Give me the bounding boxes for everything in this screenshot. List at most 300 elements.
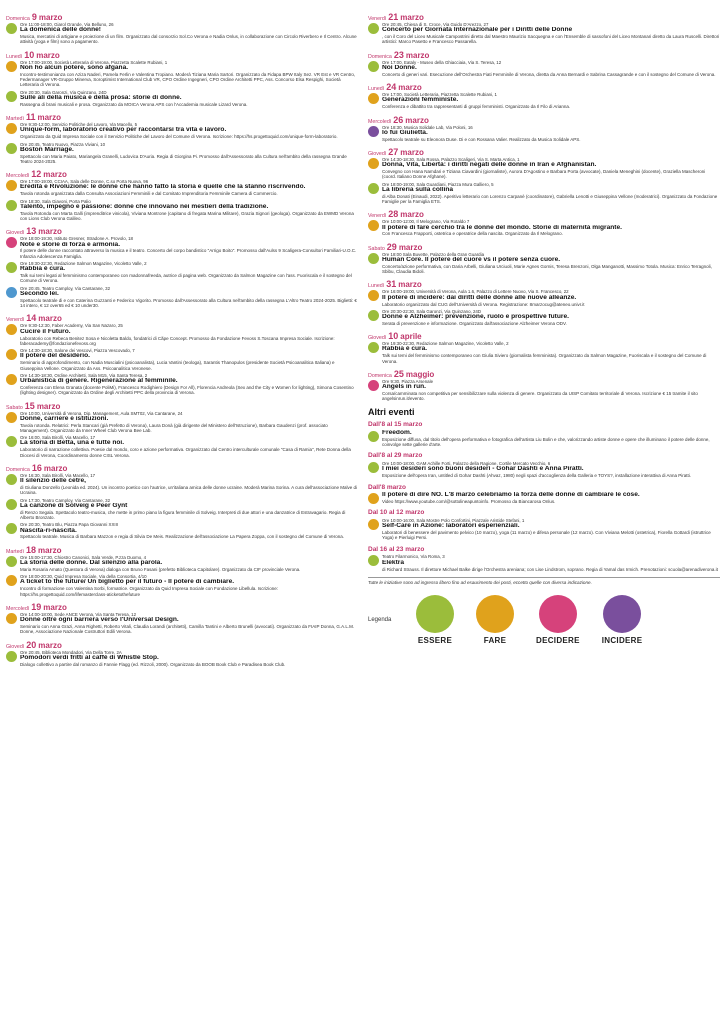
pink-category-icon <box>368 380 379 391</box>
decidere-icon <box>539 595 577 633</box>
event-description: Tavola Rotonda con Marta Galli (imprenditrice vinicola), Viviana Montrone (capitano di fregata Marina Militare), Grazia Signori (geologa). Organizzato da EWMD Verona con Lions Club Verona Galileo. <box>20 210 354 222</box>
green-category-icon <box>6 143 17 154</box>
event-body <box>382 379 720 402</box>
event-title: Donne, carriere e istituzioni. <box>20 415 109 422</box>
event-item <box>368 289 720 306</box>
day-block <box>6 169 358 221</box>
event-body <box>382 92 720 109</box>
event-meta: Ore 16:00, Sala Birolli, Via Macello, 17 <box>20 435 96 441</box>
month-label: marzo <box>43 170 67 180</box>
event-description: di Richard Strauss. Il direttore Michael Balke dirige l'Orchestra areniana; con Lise Lindstrom, soprano. Regia di Yamal das Irmich. Prenotazioni: scuola@arenadiverona.it <box>382 566 718 572</box>
month-label: marzo <box>405 115 429 125</box>
green-category-icon <box>368 462 379 473</box>
event-body <box>382 219 720 236</box>
event-item <box>6 179 358 196</box>
event-body <box>382 22 720 45</box>
day-heading <box>6 602 358 611</box>
footnote: Tutte le iniziative sono ad ingresso libero fino ad esaurimento dei posti, eccetto quelle con diversa indicazione. <box>368 577 720 585</box>
event-description: Rassegna di brani musicali e prosa. Organizzato da MOICA Verona APS con l'Accademia musicale Lizard Verona. <box>20 101 248 107</box>
date-range: Dal 16 al 23 marzo <box>368 545 425 553</box>
green-category-icon <box>368 253 379 264</box>
event-description: di Alba Donati (Einaudi, 2022). Aperitivo letterario con Lorenzo Carpanè (coordinatore), Gabriella Lenotti e Giuseppina Vellone (moderatrici). Organizzato da Fondazione Famiglie per la Famiglia ETS. <box>382 193 718 205</box>
month-label: marzo <box>38 314 62 324</box>
event-body <box>382 289 720 306</box>
event-description: Laboratorio con Rebeca Benitez Sosa e Nicoletta Baldo, fondatrici di Cãpe Concept. Promosso da Fondazione Fevoss S.Toscana Impresa Sociale. Iscrizione: faberacademy@fondazionefevoss.org <box>20 335 335 346</box>
event-meta: Ore 10:00-16:00, Sala Mostre Polo Confortini, Piazzale Aristide Stefani, 1 <box>382 518 525 524</box>
event-meta: Ore 17:30, Teatro Camploy, Via Cantarane, 32 <box>20 497 111 503</box>
day-number: 20 <box>26 639 37 650</box>
event-body <box>382 125 720 142</box>
pink-category-icon <box>6 237 17 248</box>
yellow-category-icon <box>6 180 17 191</box>
day-number: 26 <box>393 114 404 125</box>
month-label: marzo <box>398 83 422 93</box>
green-category-icon <box>6 436 17 447</box>
day-block <box>6 545 358 597</box>
event-description: Concerto di generi vari. Esecuzione dell'Orchestra Fiati Femminile di Verona, diretta da Anna Bernardi e Sabrina Cassagrande e con il sostegno del Comune di Verona. <box>382 71 716 77</box>
weekday-label: Domenica <box>368 53 392 60</box>
day-heading <box>6 640 358 649</box>
yellow-category-icon <box>368 220 379 231</box>
event-title: Urbanistica di genere. Rigenerazione al femminile. <box>20 378 178 385</box>
month-label: marzo <box>38 227 62 237</box>
event-body <box>382 309 720 326</box>
event-meta: Teatro Filarmonico, Via Roma, 3 <box>382 554 445 560</box>
event-title: I miei desideri sono buoni desideri - Gohar Dashti e Anna Piratti. <box>382 466 584 473</box>
event-body <box>20 22 358 45</box>
day-block <box>368 50 720 77</box>
yellow-category-icon <box>368 493 379 504</box>
month-label: marzo <box>400 13 424 22</box>
legend-item <box>476 595 514 645</box>
event-description: Tavola rotonda. Relatrici: Perla Stancari (già Prefetto di Verona), Laura Donà (già dirigente del Ministero dell'Istruzione), Barbara Gaudenzi (prof. associato Management). Organizzato da Inner Wheel Club Verona Bee Lab. <box>20 422 328 433</box>
event-meta: Ore 9:30, Piazza Arsenale <box>382 378 434 384</box>
day-number: 25 <box>393 368 404 379</box>
event-item <box>6 473 358 496</box>
weekday-label: Sabato <box>368 245 385 252</box>
day-heading <box>6 50 358 59</box>
event-meta: Ore 18:00 Sala Buvette, Palazzo della Gran Guardia <box>382 251 485 257</box>
green-category-icon <box>368 342 379 353</box>
yellow-category-icon <box>6 374 17 385</box>
event-title: Human Core. Il potere del cuore vs il potere senza cuore. <box>382 256 561 263</box>
event-description: Con Francesca Frapporti, ostetrica e operatrice della nascita. Organizzato da Il Melograno. <box>382 231 563 237</box>
day-number: 21 <box>388 12 399 22</box>
legend-label: FARE <box>483 636 507 646</box>
event-title: Rabbia è cura. <box>382 346 428 353</box>
day-block <box>368 369 720 402</box>
green-category-icon <box>6 262 17 273</box>
event-title: Donne oltre ogni barriera verso l'Universal Design. <box>20 617 179 624</box>
event-description: Organizzato da Quid Impresa Sociale con il Servizio Politiche del Lavoro del Comune di Verona. Iscrizione: https://hs.progettoquid.com/unique-form-laboratorio. <box>20 134 338 140</box>
green-category-icon <box>6 23 17 34</box>
day-heading <box>368 369 720 378</box>
event-meta: Ore 10:00, Università di Verona, Dip. Management, Aula SMT02, Via Cantarane, 24 <box>20 410 183 416</box>
day-block <box>6 12 358 45</box>
event-title: Rabbia è cura. <box>20 266 66 273</box>
day-heading <box>6 463 358 472</box>
event-meta: Ore 17:00-19:00, Società Letteraria di Verona, Piazzetta Scalette Rubiani, 1 <box>20 59 168 65</box>
weekday-label: Mercoledì <box>6 605 30 612</box>
event-description: Incontro di formazione con Valentina Sorbi, formatrice. Organizzato da Quid Impresa Sociale con Fondazione Libellula. Iscrizione: https://hs.progettoquid.com/lifemasterclass-aticketothefuture <box>20 586 279 597</box>
event-title: Cucire il Futuro. <box>20 328 71 335</box>
month-label: marzo <box>398 242 423 252</box>
date-range: Dal 10 al 12 marzo <box>368 509 425 517</box>
yellow-category-icon <box>368 290 379 301</box>
month-label: marzo <box>37 545 62 555</box>
yellow-category-icon <box>368 158 379 169</box>
event-meta: Ore 15:00-17:30, Chiostro Canonici, Sala Verde, P.zza Duomo, 4 <box>20 554 147 560</box>
altri-event-block <box>368 421 720 447</box>
event-meta: Ore 20:45, Teatro Camploy, Via Cantarane, 32 <box>20 285 111 291</box>
event-title: Freedom. <box>382 429 412 436</box>
event-description: Talk sui temi del femminismo contemporaneo con Giulia Siviero (giornalista femminista). Organizzato da Salmon Magazine, Fuoriscala e il sostegno del Comune di Verona. <box>382 353 707 364</box>
incidere-icon <box>603 595 641 633</box>
event-description: Laboratorio organizzato dal CUG dell'Università di Verona. Registrazione: 8marzocug@ateneo.univr.it <box>382 301 585 307</box>
day-number: 13 <box>26 226 37 237</box>
weekday-label: Domenica <box>6 16 30 22</box>
altri-event-block <box>368 452 720 478</box>
yellow-category-icon <box>6 575 17 586</box>
day-number: 24 <box>386 82 397 93</box>
event-item <box>6 199 358 222</box>
event-item <box>6 574 358 597</box>
event-body <box>20 348 358 371</box>
event-item <box>368 518 720 541</box>
yellow-category-icon <box>6 613 17 624</box>
event-body <box>382 182 720 205</box>
event-meta: Ore 14:30-18:30, Salone dei Vescovi, Piazza Vescovado, 7 <box>20 348 135 354</box>
right-days <box>368 12 720 402</box>
day-block <box>6 640 358 667</box>
event-title: Sulle ali della musica e della prosa: storie di donne. <box>20 94 182 101</box>
event-body <box>382 461 720 478</box>
event-body <box>20 435 358 458</box>
event-title: Pomodori verdi fritti al caffè di Whistle Stop. <box>20 654 159 661</box>
month-label: marzo <box>37 113 62 123</box>
green-category-icon <box>6 556 17 567</box>
event-body <box>20 179 358 196</box>
right-column <box>368 12 720 646</box>
event-meta: Ore 19:30-22:30, Redazione Salmon Magazine, Vicoletto Valle, 2 <box>20 261 147 267</box>
event-item <box>368 430 720 448</box>
event-title: La libreria sulla collina <box>382 186 454 193</box>
green-category-icon <box>6 200 17 211</box>
green-category-icon <box>6 91 17 102</box>
fare-icon <box>476 595 514 633</box>
event-item <box>368 125 720 142</box>
month-label: marzo <box>400 210 424 220</box>
event-item <box>6 373 358 396</box>
event-title: Il silenzio delle cetre, <box>20 478 86 485</box>
month-label: marzo <box>398 280 422 290</box>
day-block <box>6 50 358 107</box>
event-description: Spettacolo teatrale. Musica di Barbara Mazzon e regia di Silvia De Meis. Realizzazione dell'associazione La Papera Zoppa, con il sostegno del Comune di Verona. <box>20 534 345 540</box>
altri-eventi-list <box>368 421 720 572</box>
day-block <box>6 463 358 540</box>
event-title: Talento, impegno e passione: donne che innovano nei mestieri della tradizione. <box>20 203 269 210</box>
day-number: 23 <box>393 49 404 60</box>
weekday-label: Martedì <box>6 548 24 555</box>
day-heading <box>6 12 358 21</box>
weekday-label: Mercoledì <box>368 118 392 125</box>
event-body <box>20 373 358 396</box>
green-category-icon <box>368 431 379 442</box>
weekday-label: Venerdì <box>368 16 387 22</box>
month-label: marzo <box>38 13 63 22</box>
day-heading <box>368 50 720 59</box>
day-heading <box>6 545 358 554</box>
event-item <box>368 182 720 205</box>
day-number: 16 <box>31 462 42 473</box>
event-title: Boston Marriage. <box>20 146 74 153</box>
event-meta: Ore 20:30, Teatro Blu, Piazza Papa Giovanni XXIII <box>20 522 119 528</box>
event-body <box>382 492 720 504</box>
day-block <box>6 602 358 635</box>
month-label: marzo <box>36 401 61 411</box>
day-block <box>368 82 720 109</box>
month-label: marzo <box>43 602 67 612</box>
weekday-label: Venerdì <box>368 213 387 220</box>
day-block <box>6 112 358 164</box>
event-meta: Ore 17:00-19:00, CCIAA, Sala delle Donne, C.so Porta Nuova, 96 <box>20 179 149 185</box>
event-title: Concerto per Giornata Internazionale per i Diritti delle Donne <box>382 27 573 34</box>
event-item <box>368 309 720 326</box>
event-meta: Ore 9:30-12:30, Faber Academy, Via San Nazaro, 25 <box>20 323 123 329</box>
day-number: 19 <box>31 601 42 612</box>
yellow-category-icon <box>6 349 17 360</box>
event-body <box>20 522 358 539</box>
event-title: Note e storie di forza e armonia. <box>20 241 121 248</box>
event-meta: Ore 18:00-19:00, Sala Guardiani, Piazza Mura Galliero, 5 <box>382 181 494 187</box>
program-page <box>6 12 718 1016</box>
event-item <box>6 348 358 371</box>
day-block <box>6 313 358 395</box>
event-title: Donne e Alzheimer: prevenzione, ruolo e prospettive future. <box>382 314 569 321</box>
event-title: Angels in run. <box>382 384 426 391</box>
weekday-label: Domenica <box>368 372 392 379</box>
weekday-label: Lunedì <box>368 283 385 290</box>
event-item <box>6 261 358 284</box>
day-block <box>368 279 720 326</box>
weekday-label: Lunedì <box>6 53 23 60</box>
event-item <box>368 252 720 275</box>
event-title: Il potere di dire NO. L'8 marzo celebriamo la forza delle donne di cambiare le cose. <box>382 492 640 499</box>
event-description: Seminario con Anna Grazi, Anna Righetti, Roberto Vitali, Claudia Lorandi (architetti), Camilla Tantini e Alberto Brunelli (avvocati). Organizzato da FIAIP Donna, G.A.L.M. Donne, Associazione Nazionale Costruttori Edili Verona. <box>20 623 355 635</box>
weekday-label: Venerdì <box>6 317 25 324</box>
event-body <box>382 252 720 275</box>
event-item <box>368 22 720 45</box>
event-meta: Ore 16:30, Sala Birolli, Via Macello, 17 <box>20 472 96 478</box>
event-body <box>382 430 720 448</box>
day-heading <box>6 169 358 178</box>
yellow-category-icon <box>6 412 17 423</box>
event-description: Musica, mercatini di artigiane e proiezione di un film. Organizzato dal consorzio Sol.Co Verona e Nadia Onlus, in collaborazione con Circolo Riverbero e Il Centro. Alcune attività (yoga e film) sono a pagamento. <box>20 34 357 45</box>
event-body <box>20 261 358 284</box>
event-item <box>6 612 358 635</box>
weekday-label: Giovedì <box>6 643 25 650</box>
event-description: Tavola rotonda organizzata dalla Consulta Associazioni Femminili e dal Comitato Imprenditoria Femminile Camera di Commercio. <box>20 191 278 197</box>
weekday-label: Domenica <box>6 466 30 473</box>
day-number: 14 <box>26 313 37 324</box>
green-category-icon <box>6 651 17 662</box>
event-meta: Ore 11:00-18:00, Giarol Grande, Via Belluno, 26 <box>20 22 114 27</box>
event-meta: Ore 18:30, Musica Solidale Lab, Via Poloni, 16 <box>382 124 473 130</box>
event-item <box>368 492 720 504</box>
weekday-label: Giovedì <box>6 230 25 237</box>
day-heading <box>6 313 358 322</box>
event-body <box>20 411 358 434</box>
event-title: Non ho alcun potere, sono afgana. <box>20 64 129 71</box>
month-label: marzo <box>38 640 62 650</box>
essere-icon <box>416 595 454 633</box>
altri-event-block <box>368 484 720 505</box>
month-label: marzo <box>405 50 430 60</box>
green-category-icon <box>368 61 379 72</box>
event-meta: Ore 18:00-19:30, Istituto Gresner, Stradone A. Provolo, 18 <box>20 236 134 242</box>
day-number: 10 <box>388 331 399 342</box>
day-number: 29 <box>386 241 397 252</box>
event-title: Noi Donne. <box>382 64 417 71</box>
month-label: aprile <box>400 332 422 342</box>
event-body <box>20 650 358 667</box>
event-meta: Ore 9:30-12:00, Servizio Politiche del Lavoro, Via Macello, 5 <box>20 122 138 128</box>
event-title: Donna, Vita, Libertà: i diritti negati delle donne in Iran e Afghanistan. <box>382 162 597 169</box>
event-title: La storia delle donne. Dal silenzio alla parola. <box>20 559 163 566</box>
weekday-label: Giovedì <box>368 335 387 342</box>
event-description: Video https://www.youtube.com/@sottolineapuntoinfo. Promosso da Biancarosa Onlus. <box>382 499 556 505</box>
altri-eventi-title: Altri eventi <box>368 406 415 417</box>
event-title: Il potere di fare cerchio tra le donne del mondo. Storie di maternità migrante. <box>382 224 622 231</box>
altri-event-block <box>368 509 720 540</box>
event-description: Maria Rosaria Amato (Questora di Verona) dialoga con Bruno Fasani (prefetto Biblioteca Capitolare). Organizzato da CIF provinciale Verona. <box>20 566 301 572</box>
event-description: Spettacolo con Maria Paiato, Mariangela Granelli, Ludovica D'Auria. Regia di Giorgina Pi. Promosso dall'Assessorato alla Cultura nell'ambito della rassegna Grande Teatro 2024-2025. <box>20 153 347 164</box>
event-title: Elektra <box>382 559 404 566</box>
event-item <box>6 555 358 572</box>
event-body <box>20 323 358 346</box>
event-meta: Ore 10:00-18:00, GAM Achille Forti, Palazzo della Ragione, Cortile Mercato Vecchio, 6 <box>382 461 551 467</box>
event-meta: Ore 14:00-18:00, Sede ANCE Verona, Via Santa Teresa, 12 <box>20 611 137 617</box>
weekday-label: Sabato <box>6 404 23 411</box>
yellow-category-icon <box>6 123 17 134</box>
day-block <box>6 226 358 308</box>
day-number: 31 <box>386 279 397 290</box>
event-description: Corsa/camminata non competitiva per sensibilizzare sulla violenza di genere. Organizzato da UISP Comitato territoriale di Verona. Iscrizione € 15 tramite il sito angelsinrun.it/evento. <box>382 391 698 402</box>
event-meta: Ore 17:00, Eataly - Museo della Ghiacciaia, Via S. Teresa, 12 <box>382 59 502 65</box>
event-meta: Ore 19:30-22:30, Redazione Salmon Magazine, Vicoletto Valle, 2 <box>382 341 509 347</box>
date-range: Dall'8 al 29 marzo <box>368 452 423 460</box>
event-meta: Ore 18:30, Sala Giavoni, Porta Palio <box>20 198 91 204</box>
day-heading <box>6 112 358 121</box>
event-description: Esposizione dell'opera Iran, untitled di Gohar Dashti (Ahvaz, 1980) negli spazi d'accoglienza della Galleria e TOYS?, installazione interattiva di Anna Piratti. <box>382 473 691 479</box>
event-item <box>368 341 720 364</box>
event-description: Laboratori di benessere del pavimento pelvico (10 marzo), yoga (11 marzo) e difesa personale (12 marzo). Con Viviana Melotti (ostetrica), Fiorella Gottardi (istruttrice Yoga) e Pierluigi Persi. <box>382 530 711 541</box>
day-heading <box>368 82 720 91</box>
day-number: 28 <box>388 209 399 220</box>
event-title: Eredità e Rivoluzione: le donne che hanno fatto la storia e quelle che la stanno riscrivendo. <box>20 184 306 191</box>
event-meta: Ore 20:45, Biblioteca Mondadori, Via Della Torre, 2A <box>20 649 122 655</box>
event-description: Concerto/azione performativa, con Daria Arbelli, Giuliana Urciuoli, Marie Agnes Gornis, Teresa Brenzoni, Olga Manganotti, Massimo Totola. Musica: Enrico Terragnoli, Sbibu, Claudia Bidoli. <box>382 263 712 275</box>
event-meta: Ore 17:00, Società Letteraria, Piazzetta Scalette Rubiani, 1 <box>382 92 497 98</box>
event-description: Laboratorio di narrazione collettiva. Poesie dal mondo, coro e azione performativa. Organizzato dal Centro interculturale comunale "Casa di Ramia", Rete Donna della Diocesi di Verona, Coordinamento donne CISL Verona. <box>20 447 351 458</box>
event-meta: Ore 20:45, Chiesa di S. Croce, Via Guido D'Arezzo, 27 <box>382 22 489 27</box>
legend-item <box>536 595 580 645</box>
event-title: La domenica delle donne! <box>20 27 101 34</box>
event-body <box>20 90 358 107</box>
event-body <box>382 518 720 541</box>
day-number: 9 <box>31 12 37 22</box>
event-description: Talk sui temi legati al femminismo contemporaneo con madonnafreeda, autrice di pagina web. Organizzato da Salmon Magazine con l'ass. Fuoriscala e il sostegno del Comune di Verona. <box>20 273 352 284</box>
day-block <box>368 209 720 236</box>
day-heading <box>368 242 720 251</box>
left-column <box>6 12 358 672</box>
event-description: di Giuliana Donzello (Leonida ed. 2024). Un incontro poetico con l'autrice, un'italiana amica delle donne ucraine. Moderà Marina Sorina. A cura dell'associazione Malve di Ucraina. <box>20 485 358 496</box>
event-title: La canzone di Solveig e Peer Gynt <box>20 502 128 509</box>
event-meta: Ore 20:45, Teatro Nuovo, Piazza Viviani, 10 <box>20 141 106 147</box>
event-body <box>20 199 358 222</box>
event-item <box>6 22 358 45</box>
event-description: Conferenza e dibattito tra rappresentanti di gruppi femministi. Organizzato da Il Filo di Arianna. <box>382 104 571 110</box>
green-category-icon <box>368 555 379 566</box>
day-number: 15 <box>24 400 35 411</box>
month-label: marzo <box>400 147 424 157</box>
event-description: Conferenza con Elena Granata (docente PoliMi), Francesco Rodighiero (Design For All), Florencia Andreola (Sex and the City e Women for lighting), Simona Cosentino (lighting designer). Organizzato da Ordine degli Architetti PPC della provincia di Verona. <box>20 384 354 396</box>
day-block <box>368 331 720 364</box>
legend-label: DECIDERE <box>536 636 580 646</box>
event-body <box>382 341 720 364</box>
event-body <box>382 60 720 77</box>
event-body <box>20 473 358 496</box>
legend <box>368 595 720 645</box>
event-description: Il potere delle donne raccontato attraverso la musica e il teatro. Concerto del corpo bandistico "Arrigo Boito". Promosso dall'Aulss 9 Scaligera-Consultori Familiari-U.O.C. Infanzia Adolescenza Famiglia. <box>20 248 357 259</box>
event-description: Dialogo collettivo a partire dal romanzo di Fannie Flagg (ed. Rizzoli, 2000). Organizzato da BOOB Book Club e Paradisea Book Club. <box>20 661 286 667</box>
event-item <box>6 522 358 539</box>
event-title: Self-Care in Azione: laboratori esperienziali. <box>382 523 520 530</box>
event-title: A ticket to the future/ Un biglietto per il futuro - Il potere di cambiare. <box>20 579 235 586</box>
event-body <box>20 574 358 597</box>
event-meta: Ore 14:30-18:30, Ordine Architetti, Sala M15, Via Santa Teresa, 2 <box>20 372 148 378</box>
month-label: maggio <box>405 369 435 379</box>
event-item <box>6 435 358 458</box>
event-title: Io fui Giulietta. <box>382 129 428 136</box>
event-body <box>20 286 358 309</box>
event-meta: Ore 20:30, Sala Garonzi, Via Quinzano, 24D <box>20 89 107 95</box>
green-category-icon <box>6 523 17 534</box>
event-item <box>6 90 358 107</box>
day-number: 10 <box>24 49 35 60</box>
day-heading <box>368 147 720 156</box>
legend-label: ESSERE <box>417 636 453 646</box>
date-range: Dall'8 marzo <box>368 483 407 491</box>
green-category-icon <box>6 499 17 510</box>
day-number: 27 <box>388 146 399 157</box>
blue-category-icon <box>6 287 17 298</box>
day-heading <box>368 115 720 124</box>
day-block <box>368 12 720 45</box>
event-title: Unique-form, laboratorio creativo per raccontarsi tra vita e lavoro. <box>20 127 227 134</box>
event-description: di Renzo Segala. Spettacolo teatro-musica, che mette in primo piano la figura femminile di Solveig. Interpreti di due attori e una danzatrice di Estravagario. Regia di Alberto Bronzato. <box>20 509 346 521</box>
event-item <box>368 219 720 236</box>
event-meta: Ore 10:00-12:00, Il Melograno, Via Rotaldo 7 <box>382 219 470 225</box>
event-item <box>368 157 720 180</box>
event-item <box>368 379 720 402</box>
green-category-icon <box>368 310 379 321</box>
day-heading <box>368 331 720 340</box>
yellow-category-icon <box>368 519 379 530</box>
day-number: 12 <box>31 169 42 180</box>
month-label: marzo <box>43 463 68 473</box>
altri-event-block <box>368 546 720 572</box>
